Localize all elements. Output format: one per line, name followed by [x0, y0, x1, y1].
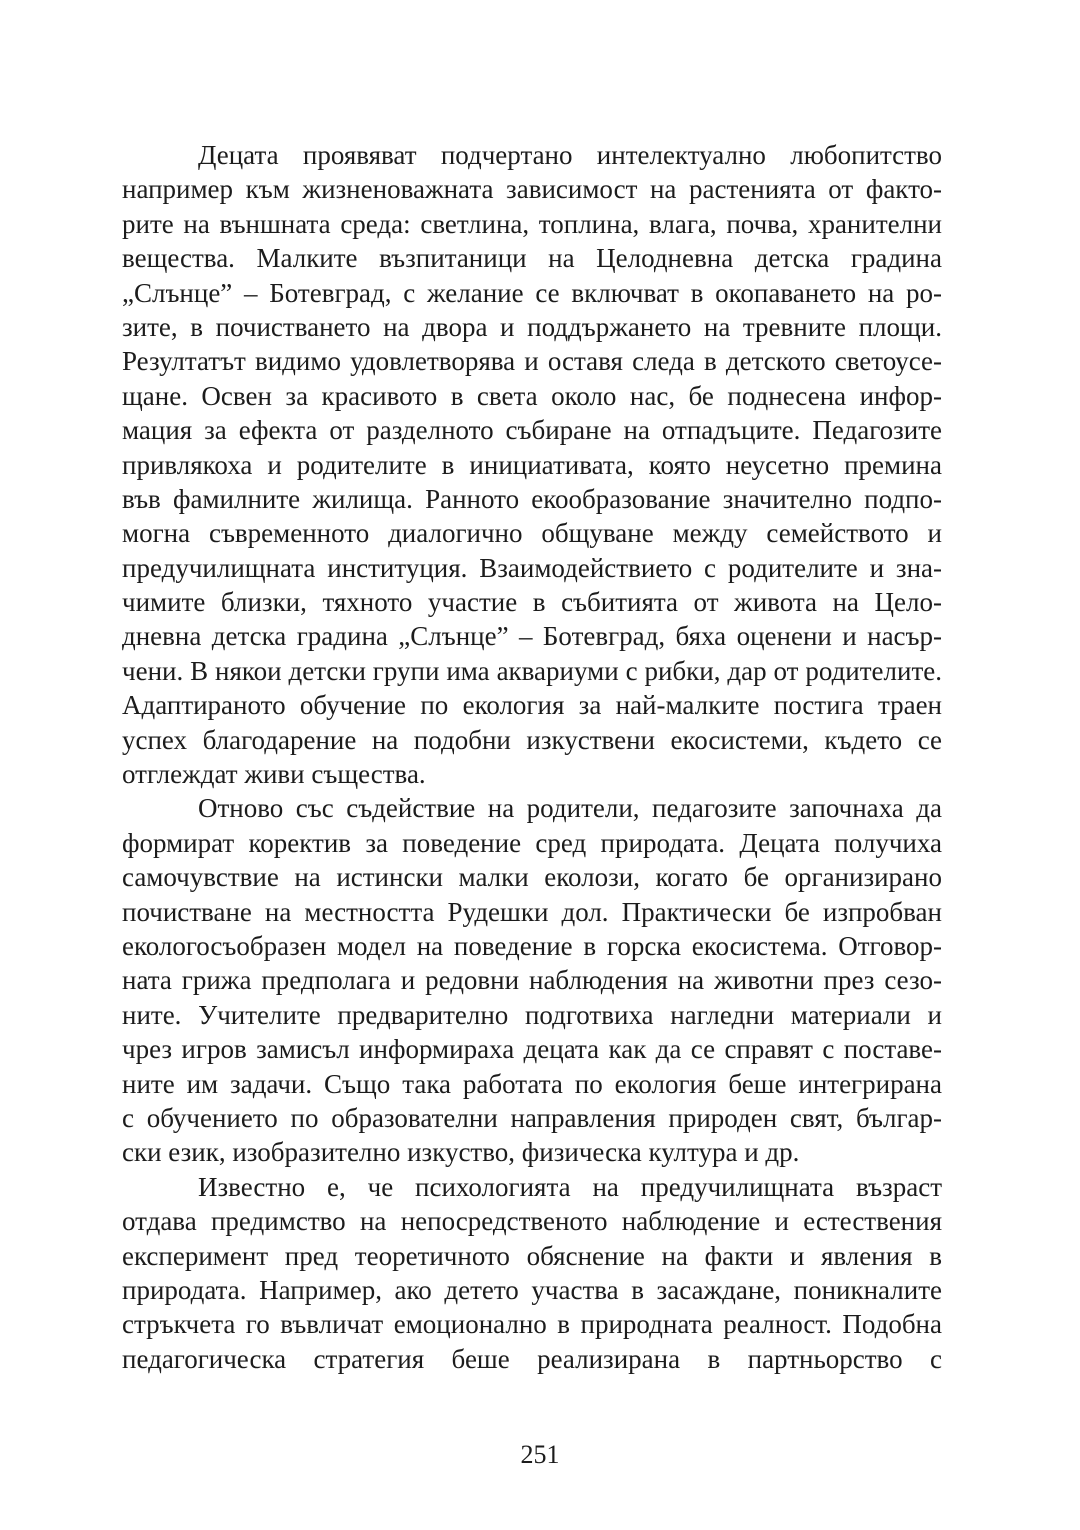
- text-line: Децата проявяват подчертано интелектуално любопитство: [198, 140, 942, 170]
- text-line: ните им задачи. Също така работата по екология беше интегрирана: [122, 1068, 942, 1099]
- page-number: 251: [520, 1440, 560, 1469]
- paragraph: [122, 791, 942, 1169]
- text-line: Резултатът видимо удовлетворява и оставя следа в детското светоусе-: [122, 346, 942, 377]
- paragraph: [122, 1170, 942, 1376]
- text-line: Отново със съдействие на родители, педагозите започнаха да: [198, 793, 942, 824]
- text-line: отглеждат живи същества.: [122, 759, 426, 790]
- text-line: Известно е, че психологията на предучилищната възраст: [198, 1171, 942, 1202]
- text-line: успех благодарение на подобни изкуствени екосистеми, където се: [122, 724, 942, 755]
- text-line: Адаптираното обучение по екология за най-малките постига траен: [122, 690, 942, 721]
- text-line: отдава предимство на непосредственото наблюдение и естествения: [122, 1206, 942, 1237]
- text-line: ните. Учителите предварително подготвиха нагледни материали и: [122, 999, 942, 1030]
- text-line: зите, в почистването на двора и поддържането на тревните площи.: [122, 311, 942, 342]
- text-line: могна съвременното диалогично общуване между семейството и: [122, 518, 942, 549]
- text-line: привлякоха и родителите в инициативата, която неусетно премина: [122, 449, 942, 480]
- text-line: екологосъобразен модел на поведение в горска екосистема. Отговор-: [122, 930, 942, 961]
- text-line: чрез игров замисъл информираха децата как да се справят с поставе-: [122, 1034, 942, 1065]
- text-line: с обучението по образователни направления природен свят, българ-: [122, 1102, 942, 1133]
- body-text: [122, 138, 942, 1376]
- text-line: мация за ефекта от разделното събиране на отпадъците. Педагозите: [122, 415, 942, 446]
- text-line: ната грижа предполага и редовни наблюдения на животни през сезо-: [122, 965, 942, 996]
- text-line: педагогическа стратегия беше реализирана в партньорство с: [122, 1343, 942, 1374]
- text-line: формират коректив за поведение сред природата. Децата получиха: [122, 827, 942, 858]
- text-line: природата. Например, ако детето участва в засаждане, поникналите: [122, 1274, 942, 1305]
- text-line: експеримент пред теоретичното обяснение на факти и явления в: [122, 1240, 942, 1271]
- text-line: ски език, изобразително изкуство, физическа култура и др.: [122, 1137, 800, 1168]
- text-line: стръкчета го въвличат емоционално в природната реалност. Подобна: [122, 1309, 942, 1340]
- text-line: „Слънце” – Ботевград, с желание се включват в окопаването на ро-: [122, 277, 942, 308]
- text-line: например към жизненоважната зависимост на растенията от факто-: [122, 174, 942, 205]
- text-line: чени. В някои детски групи има аквариуми с рибки, дар от родителите.: [122, 655, 942, 686]
- text-line: във фамилните жилища. Ранното екообразование значително подпо-: [122, 483, 942, 514]
- text-line: рите на външната среда: светлина, топлина, влага, почва, хранителни: [122, 208, 942, 239]
- text-line: щане. Освен за красивото в света около нас, бе поднесена инфор-: [122, 380, 942, 411]
- text-line: предучилищната институция. Взаимодействието с родителите и зна-: [122, 552, 942, 583]
- text-line: почистване на местността Рудешки дол. Практически бе изпробван: [122, 896, 942, 927]
- text-line: самочувствие на истински малки еколози, когато бе организирано: [122, 862, 942, 893]
- text-line: чимите близки, тяхното участие в събитията от живота на Цело-: [122, 587, 942, 618]
- text-line: дневна детска градина „Слънце” – Ботевград, бяха оценени и насър-: [122, 621, 942, 652]
- text-line: вещества. Малките възпитаници на Целодневна детска градина: [122, 243, 942, 274]
- paragraph: [122, 138, 942, 791]
